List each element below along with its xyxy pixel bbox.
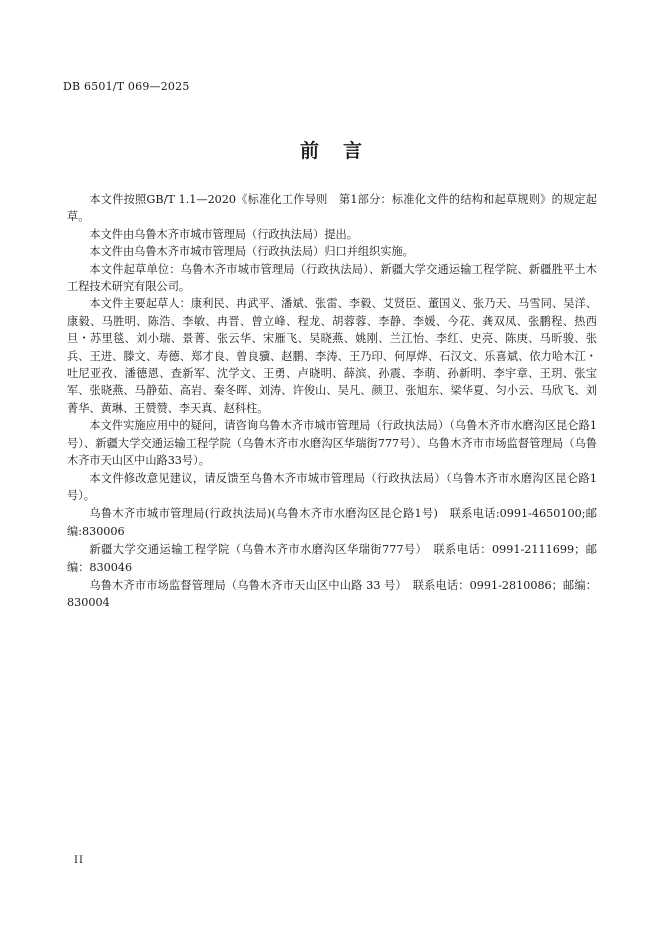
contact-item: 乌鲁木齐市城市管理局(行政执法局)(乌鲁木齐市水磨沟区昆仑路1号) 联系电话:0991-4650100;邮编:830006 bbox=[67, 507, 597, 538]
document-code: DB 6501/T 069—2025 bbox=[63, 80, 190, 93]
paragraph-drafting-units: 本文件起草单位：乌鲁木齐市城市管理局（行政执法局）、新疆大学交通运输工程学院、新疆胜平土木工程技术研究有限公司。 bbox=[67, 262, 597, 294]
paragraph-inquiries: 本文件实施应用中的疑问，请咨询乌鲁木齐市城市管理局（行政执法局）（乌鲁木齐市水磨沟区昆仑路1号）、新疆大学交通运输工程学院（乌鲁木齐市水磨沟区华瑞街777号）、乌鲁木齐市市场监督管理局（乌鲁木齐市天山区中山路33号）。 bbox=[67, 419, 597, 468]
paragraph-proposer: 本文件由乌鲁木齐市城市管理局（行政执法局）提出。 bbox=[89, 227, 358, 241]
contact-item: 乌鲁木齐市市场监督管理局（乌鲁木齐市天山区中山路 33 号） 联系电话：0991-2810086；邮编：830004 bbox=[67, 578, 597, 610]
page-title: 前言 bbox=[299, 140, 386, 162]
document-body bbox=[67, 191, 597, 613]
paragraph-drafters: 本文件主要起草人：康利民、冉武平、潘斌、张雷、李毅、艾贤臣、董国义、张乃天、马雪同、吴洋、康毅、马胜明、陈浩、李敏、冉晋、曾立峰、程龙、胡蓉蓉、李静、李媛、今花、龚双凤、张鹏程、热西旦・苏里毯、刘小瑞、景菁、张云华、宋雁飞、吴晓燕、姚刚、兰江怡、李红、史亮、陈庚、马昕骏、张兵、王进、滕文、寿德、郑才良、曾良骥、赵鹏、李涛、王乃印、何厚烨、石汉文、乐喜斌、依力哈木江・吐尼亚孜、潘德恩、查新军、沈学文、王勇、卢晓明、薛滨、孙震、李萌、孙新明、李宇章、王玥、张宝军、张晓燕、马静茹、高岩、秦冬晖、刘涛、许俊山、吴凡、颜卫、张旭东、梁华夏、匀小云、马欣飞、刘菁华、黄琳、王赞赞、李天真、赵科柱。 bbox=[67, 297, 597, 415]
paragraph-responsible-unit: 本文件由乌鲁木齐市城市管理局（行政执法局）归口并组织实施。 bbox=[89, 245, 414, 259]
paragraph-feedback: 本文件修改意见建议，请反馈至乌鲁木齐市城市管理局（行政执法局）（乌鲁木齐市水磨沟区昆仑路1号）。 bbox=[67, 471, 597, 502]
contact-item: 新疆大学交通运输工程学院（乌鲁木齐市水磨沟区华瑞街777号） 联系电话：0991-2111699；邮编：830046 bbox=[67, 543, 597, 574]
page-number: II bbox=[74, 855, 84, 866]
contact-list bbox=[67, 505, 597, 611]
paragraph-drafting-basis: 本文件按照GB/T 1.1—2020《标准化工作导则 第1部分：标准化文件的结构和起草规则》的规定起草。 bbox=[67, 193, 597, 224]
